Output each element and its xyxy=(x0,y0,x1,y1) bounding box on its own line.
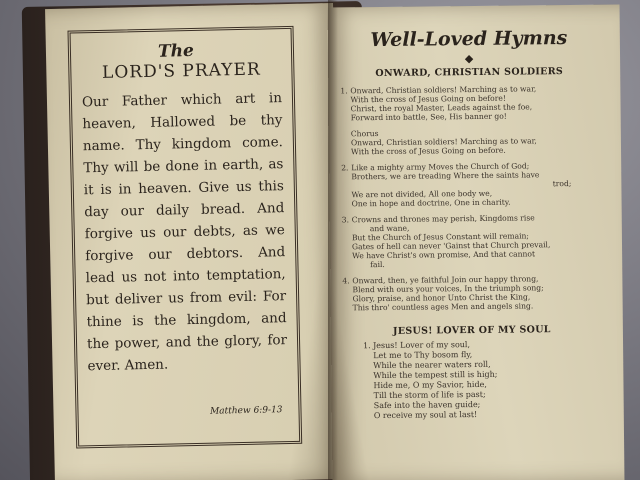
hymn-section-2 xyxy=(343,324,602,422)
verse-number: 1. xyxy=(340,86,348,96)
hymn-chorus xyxy=(341,127,599,157)
hymn-verse xyxy=(341,161,599,209)
lords-prayer-frame xyxy=(68,26,303,449)
hymn-verse xyxy=(343,339,602,422)
verse-line: We are not divided, All one body we, xyxy=(351,188,493,200)
hymn-title: ONWARD, CHRISTIAN SOLDIERS xyxy=(375,66,564,80)
verse-line: Glory, praise, and honor Unto Christ the King, xyxy=(352,292,531,304)
prayer-body: Our Father which art in heaven, Hallowed be thy name. Thy kingdom come. Thy will be done in earth, as it is in heaven. Give us this day our daily bread. And forgive us our debts, as we forgive our debtors. And lead us not into temptation, but deliver us from evil: For thine is the kingdom, and the power, and the glory, for ever. Amen. xyxy=(81,90,288,375)
hymn-verse xyxy=(342,274,600,313)
prayer-heading-small: The xyxy=(157,40,195,62)
verse-line: Crowns and thrones may perish, Kingdoms rise xyxy=(351,213,535,225)
verse-line: Hide me, O my Savior, hide, xyxy=(373,379,487,391)
verse-line: Let me to Thy bosom fly, xyxy=(373,350,473,361)
hymn-title: JESUS! LOVER OF MY SOUL xyxy=(392,324,551,337)
verse-line: With the cross of Jesus Going on before. xyxy=(350,145,506,157)
verse-line: One in hope and doctrine, One in charity. xyxy=(351,197,511,209)
hymns-header: Well-Loved Hymns xyxy=(370,27,568,52)
verse-line: fail. xyxy=(370,259,385,270)
verse-line: This thro' countless ages Men and angels sing. xyxy=(352,301,534,313)
verse-line: Christ, the royal Master, Leads against the foe, xyxy=(350,102,533,114)
verse-number: 1. xyxy=(363,341,371,351)
verse-number: 2. xyxy=(341,163,349,173)
book-gutter-shadow xyxy=(328,0,338,480)
verse-line: Onward, Christian soldiers! Marching as to war, xyxy=(350,84,537,96)
prayer-reference: Matthew 6:9-13 xyxy=(209,405,283,417)
verse-line: Blend with ours your voices, In the triumph song; xyxy=(352,283,544,295)
verse-line: While the tempest still is high; xyxy=(373,369,498,381)
right-page xyxy=(328,4,625,480)
verse-line: Onward, then, ye faithful Join our happy throng, xyxy=(352,274,539,286)
diamond-ornament-icon: ◆ xyxy=(464,52,474,66)
left-page xyxy=(45,3,343,480)
verse-line: Gates of hell can never 'Gainst that Church prevail, xyxy=(351,240,551,252)
prayer-title: LORD'S PRAYER xyxy=(101,59,261,83)
verse-line: While the nearer waters roll, xyxy=(373,359,491,371)
verse-line: We have Christ's own promise, And that cannot xyxy=(352,249,536,261)
verse-line: Safe into the haven guide; xyxy=(373,399,481,411)
verse-line: trod; xyxy=(552,178,572,189)
verse-line: Onward, Christian soldiers! Marching as to war, xyxy=(350,136,537,148)
verse-number: 3. xyxy=(341,215,350,225)
verse-line: But the Church of Jesus Constant will remain; xyxy=(351,231,530,243)
verse-line: Like a mighty army Moves the Church of God; xyxy=(351,161,530,173)
verse-line: With the cross of Jesus Going on before! xyxy=(350,93,506,105)
chorus-label: Chorus xyxy=(350,129,379,139)
verse-number: 4. xyxy=(342,276,350,286)
hymns-section xyxy=(340,27,602,422)
hymn-verse xyxy=(340,84,598,123)
verse-line: Brothers, we are treading Where the saints have xyxy=(351,170,540,182)
hymn-verse xyxy=(342,213,601,270)
verse-line: O receive my soul at last! xyxy=(373,409,478,421)
verse-line: and wane, xyxy=(369,223,410,234)
verse-line: Jesus! Lover of my soul, xyxy=(373,340,471,351)
verse-line: Forward into battle, See, His banner go! xyxy=(350,111,507,123)
verse-line: Till the storm of life is past; xyxy=(373,389,486,401)
